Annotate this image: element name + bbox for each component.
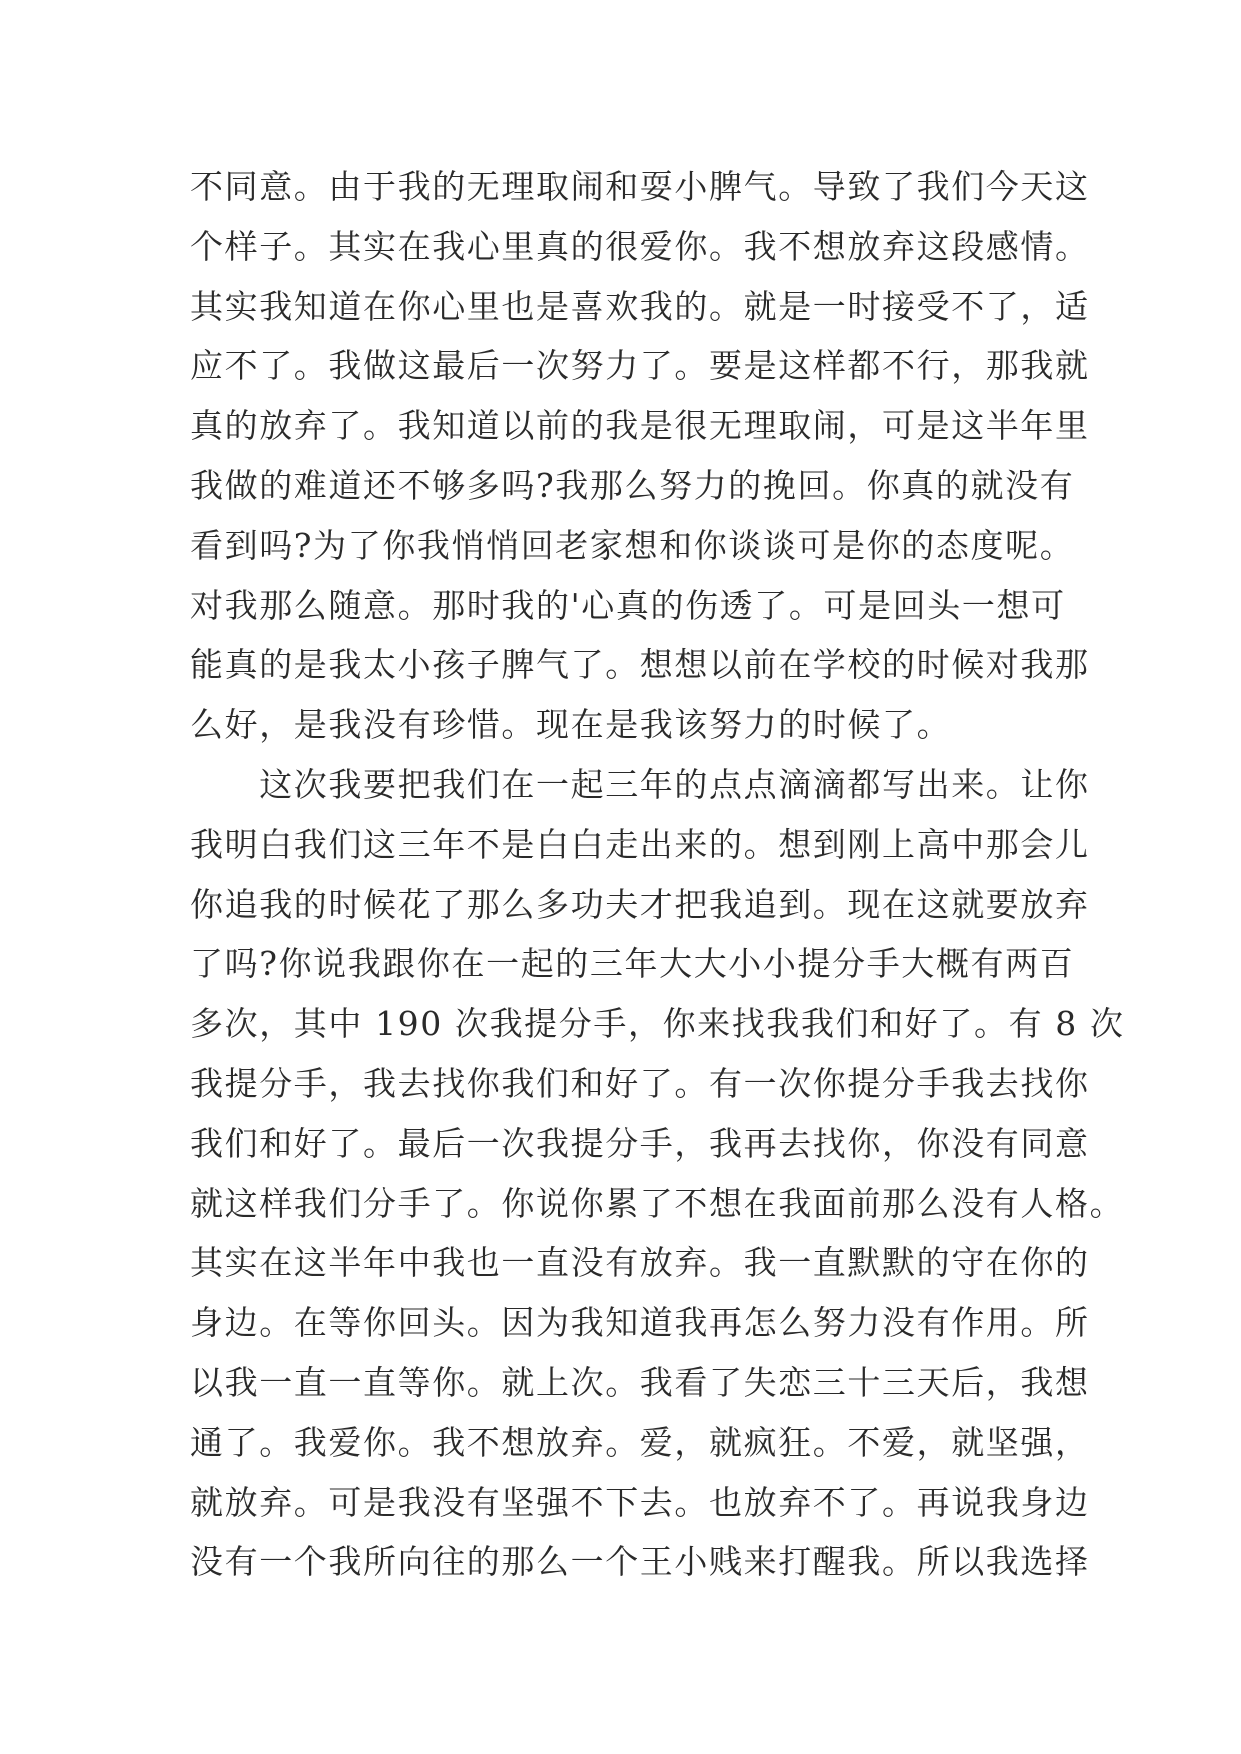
text-line: 通了。我爱你。我不想放弃。爱，就疯狂。不爱，就坚强， — [190, 1422, 1090, 1462]
text-line: 真的放弃了。我知道以前的我是很无理取闹，可是这半年里 — [190, 406, 1090, 446]
text-line: 身边。在等你回头。因为我知道我再怎么努力没有作用。所 — [190, 1303, 1090, 1343]
text-line: 我做的难道还不够多吗?我那么努力的挽回。你真的就没有 — [190, 465, 1075, 505]
text-line: 多次，其中 190 次我提分手，你来找我我们和好了。有 8 次 — [190, 1004, 1125, 1044]
text-line: 其实我知道在你心里也是喜欢我的。就是一时接受不了，适 — [190, 286, 1090, 326]
body-text — [190, 157, 1125, 1592]
text-line: 就这样我们分手了。你说你累了不想在我面前那么没有人格。 — [190, 1183, 1125, 1223]
text-line: 个样子。其实在我心里真的很爱你。我不想放弃这段感情。 — [190, 226, 1090, 266]
text-line: 其实在这半年中我也一直没有放弃。我一直默默的守在你的 — [190, 1243, 1090, 1283]
text-line: 以我一直一直等你。就上次。我看了失恋三十三天后，我想 — [190, 1362, 1090, 1402]
paragraph-start-line: 这次我要把我们在一起三年的点点滴滴都写出来。让你 — [190, 764, 1090, 804]
text-line: 我们和好了。最后一次我提分手，我再去找你，你没有同意 — [190, 1123, 1090, 1163]
text-line: 不同意。由于我的无理取闹和耍小脾气。导致了我们今天这 — [190, 167, 1090, 206]
text-line: 没有一个我所向往的那么一个王小贱来打醒我。所以我选择 — [190, 1542, 1090, 1582]
text-line: 你追我的时候花了那么多功夫才把我追到。现在这就要放弃 — [190, 884, 1090, 924]
text-line: 我提分手，我去找你我们和好了。有一次你提分手我去找你 — [190, 1063, 1090, 1103]
text-line: 么好，是我没有珍惜。现在是我该努力的时候了。 — [190, 705, 952, 745]
text-line: 我明白我们这三年不是白白走出来的。想到刚上高中那会儿 — [190, 824, 1090, 864]
text-line: 对我那么随意。那时我的'心真的伤透了。可是回头一想可 — [190, 585, 1066, 625]
text-line: 能真的是我太小孩子脾气了。想想以前在学校的时候对我那 — [190, 645, 1090, 685]
text-line: 就放弃。可是我没有坚强不下去。也放弃不了。再说我身边 — [190, 1482, 1090, 1522]
text-line: 应不了。我做这最后一次努力了。要是这样都不行，那我就 — [190, 346, 1090, 386]
text-line: 看到吗?为了你我悄悄回老家想和你谈谈可是你的态度呢。 — [190, 525, 1075, 565]
text-line: 了吗?你说我跟你在一起的三年大大小小提分手大概有两百 — [190, 944, 1075, 984]
